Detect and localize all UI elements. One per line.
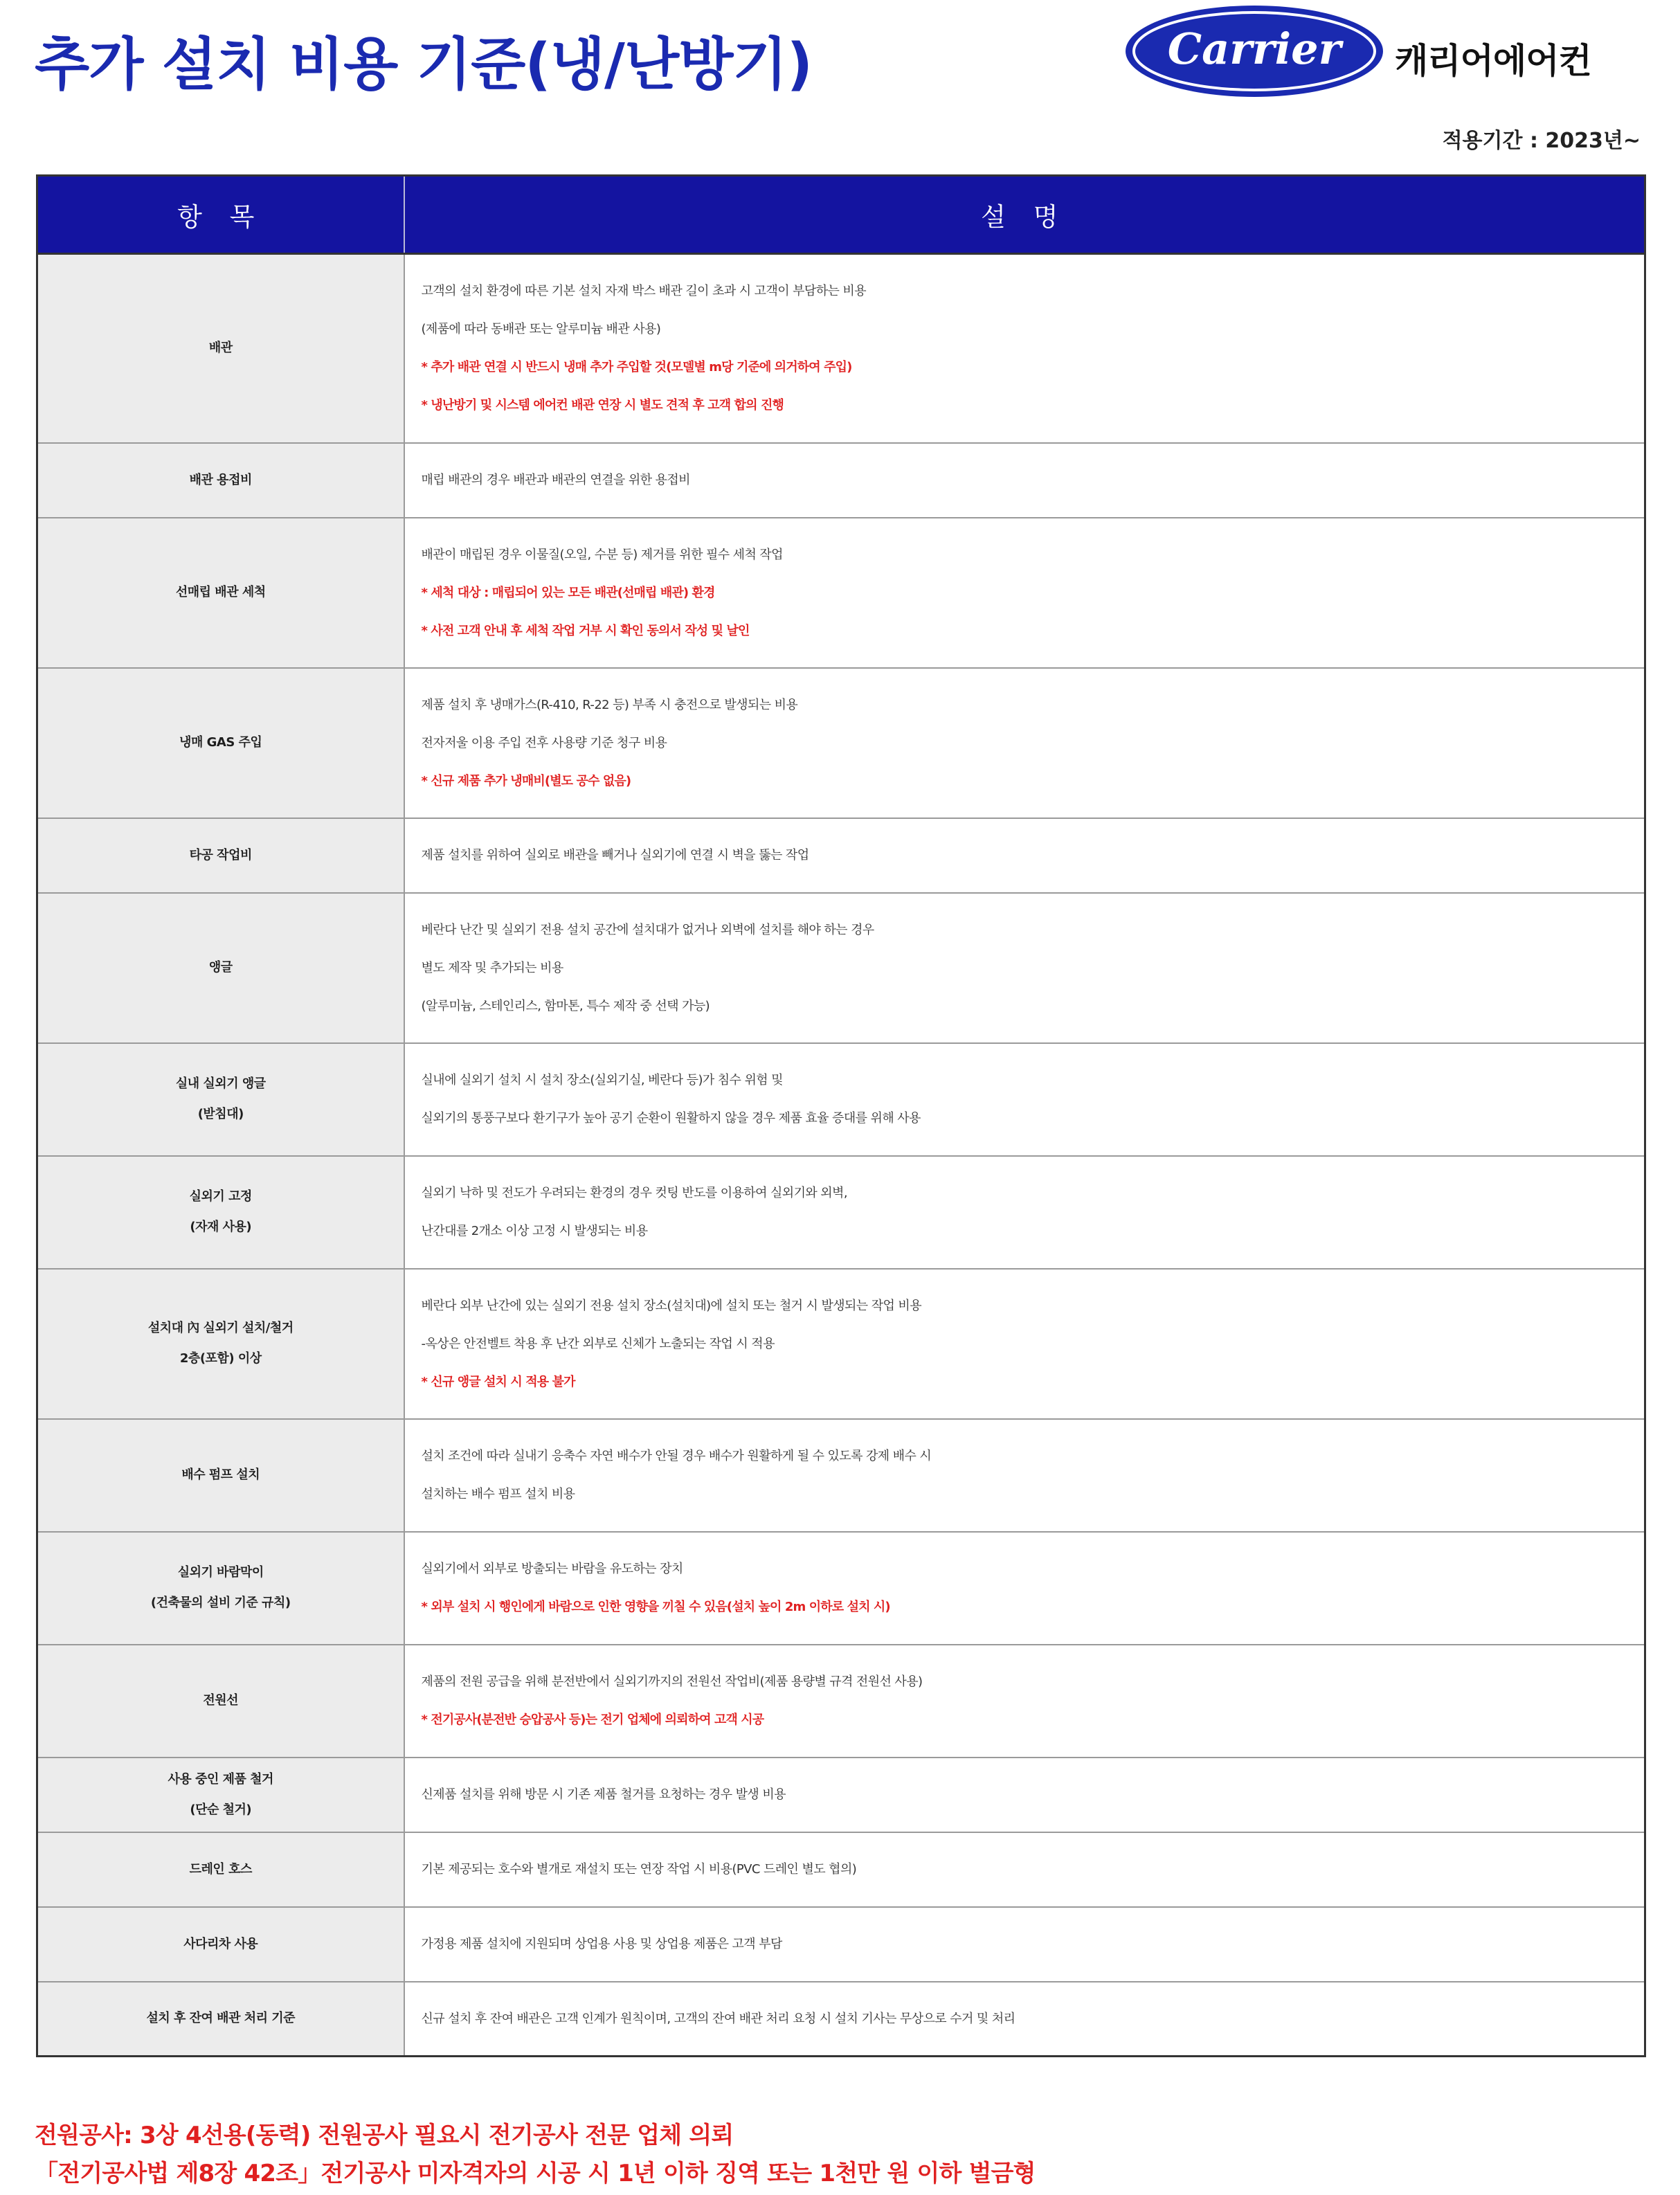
brand xyxy=(1123,3,1670,100)
brand-name-korean: 캐리어에어컨 xyxy=(1395,41,1591,81)
table-row xyxy=(37,443,1645,518)
item-label: 배관 xyxy=(208,341,233,356)
description-cell xyxy=(404,443,1645,518)
table-row xyxy=(37,1982,1645,2057)
description-line: 난간대를 2개소 이상 고정 시 발생되는 비용 xyxy=(421,1224,648,1238)
item-cell xyxy=(37,668,404,818)
item-label: 2층(포함) 이상 xyxy=(179,1351,262,1366)
description-cell xyxy=(404,1419,1645,1532)
item-label: 배수 펌프 설치 xyxy=(181,1467,260,1482)
footnotes xyxy=(35,2117,1036,2193)
description-cell xyxy=(404,668,1645,818)
item-cell xyxy=(37,1832,404,1907)
description-line: 고객의 설치 환경에 따른 기본 설치 자재 박스 배관 길이 초과 시 고객이 부담하는 비용 xyxy=(421,284,866,299)
item-label: (받침대) xyxy=(197,1107,244,1121)
description-cell xyxy=(404,1982,1645,2057)
item-cell xyxy=(37,893,404,1043)
description-line: 제품 설치 후 냉매가스(R-410, R-22 등) 부족 시 충전으로 발생되는 비용 xyxy=(421,697,798,712)
table-row xyxy=(37,1645,1645,1758)
item-label: 전원선 xyxy=(203,1693,239,1708)
table-body xyxy=(37,254,1645,2057)
table-row xyxy=(37,1758,1645,1832)
description-line: 설치 조건에 따라 실내기 응축수 자연 배수가 안될 경우 배수가 원활하게 될 수 있도록 강제 배수 시 xyxy=(421,1449,932,1463)
description-line: 실외기에서 외부로 방출되는 바람을 유도하는 장치 xyxy=(421,1562,683,1576)
description-line: (알루미늄, 스테인리스, 함마톤, 특수 제작 중 선택 가능) xyxy=(421,998,710,1013)
description-cell xyxy=(404,1645,1645,1758)
page-title: 추가 설치 비용 기준(냉/난방기) xyxy=(35,32,813,98)
item-cell xyxy=(37,1982,404,2057)
item-cell xyxy=(37,1043,404,1156)
item-cell xyxy=(37,1758,404,1832)
table-row xyxy=(37,1419,1645,1532)
item-cell xyxy=(37,1645,404,1758)
column-header-item: 항 목 xyxy=(37,176,404,254)
table-header-row xyxy=(37,176,1645,254)
item-label: 사용 중인 제품 철거 xyxy=(168,1771,273,1787)
description-line: 신규 설치 후 잔여 배관은 고객 인계가 원칙이며, 고객의 잔여 배관 처리 요청 시 설치 기사는 무상으로 수거 및 처리 xyxy=(421,2011,1015,2026)
description-note-line: * 신규 앵글 설치 시 적용 불가 xyxy=(421,1374,575,1389)
description-note-line: * 추가 배관 연결 시 반드시 냉매 추가 주입할 것(모델별 m당 기준에 의거하여 주입) xyxy=(421,360,852,375)
column-header-description: 설 명 xyxy=(404,176,1645,254)
table-row xyxy=(37,1832,1645,1907)
item-cell xyxy=(37,254,404,443)
description-note-line: * 외부 설치 시 행인에게 바람으로 인한 영향을 끼칠 수 있음(설치 높이 2m 이하로 설치 시) xyxy=(421,1600,890,1614)
footnote-line: 「전기공사법 제8장 42조」전기공사 미자격자의 시공 시 1년 이하 징역 또는 1천만 원 이하 벌금형 xyxy=(35,2160,1036,2187)
description-cell xyxy=(404,1156,1645,1269)
applicable-period: 적용기간 : 2023년~ xyxy=(1442,129,1641,153)
description-line: -옥상은 안전벨트 착용 후 난간 외부로 신체가 노출되는 작업 시 적용 xyxy=(421,1336,775,1351)
item-cell xyxy=(37,1907,404,1982)
description-cell xyxy=(404,518,1645,668)
description-cell xyxy=(404,1907,1645,1982)
item-label: (자재 사용) xyxy=(190,1220,252,1234)
description-line: 베란다 외부 난간에 있는 실외기 전용 설치 장소(설치대)에 설치 또는 철거 시 발생되는 작업 비용 xyxy=(421,1298,921,1313)
item-label: 선매립 배관 세척 xyxy=(175,585,266,599)
description-line: 신제품 설치를 위해 방문 시 기존 제품 철거를 요청하는 경우 발생 비용 xyxy=(421,1787,786,1802)
description-line: (제품에 따라 동배관 또는 알루미늄 배관 사용) xyxy=(421,322,661,337)
table-row xyxy=(37,1156,1645,1269)
description-note-line: * 냉난방기 및 시스템 에어컨 배관 연장 시 별도 견적 후 고객 합의 진행 xyxy=(421,398,784,413)
item-cell xyxy=(37,818,404,893)
item-cell xyxy=(37,1419,404,1532)
item-cell xyxy=(37,1156,404,1269)
item-label: 앵글 xyxy=(208,960,233,975)
description-cell xyxy=(404,893,1645,1043)
description-note-line: * 신규 제품 추가 냉매비(별도 공수 없음) xyxy=(421,773,631,788)
carrier-logo xyxy=(1123,3,1386,100)
item-label: 설치대 內 실외기 설치/철거 xyxy=(147,1321,293,1335)
table-row xyxy=(37,1043,1645,1156)
table-row xyxy=(37,1532,1645,1645)
item-label: 냉매 GAS 주입 xyxy=(179,735,262,750)
item-label: 실외기 바람막이 xyxy=(177,1565,264,1580)
description-note-line: * 세척 대상 : 매립되어 있는 모든 배관(선매립 배관) 환경 xyxy=(421,585,715,600)
description-cell xyxy=(404,1532,1645,1645)
description-cell xyxy=(404,1758,1645,1832)
description-note-line: * 전기공사(분전반 승압공사 등)는 전기 업체에 의뢰하여 고객 시공 xyxy=(421,1713,764,1727)
table-row xyxy=(37,893,1645,1043)
description-line: 매립 배관의 경우 배관과 배관의 연결을 위한 용접비 xyxy=(421,473,690,487)
table-row xyxy=(37,668,1645,818)
description-line: 배관이 매립된 경우 이물질(오일, 수분 등) 제거를 위한 필수 세척 작업 xyxy=(421,547,783,562)
item-label: 실외기 고정 xyxy=(189,1189,252,1204)
description-line: 전자저울 이용 주입 전후 사용량 기준 청구 비용 xyxy=(421,735,667,750)
description-line: 설치하는 배수 펌프 설치 비용 xyxy=(421,1487,575,1501)
item-label: 사다리차 사용 xyxy=(183,1936,258,1951)
description-line: 실외기의 통풍구보다 환기구가 높아 공기 순환이 원활하지 않을 경우 제품 효율 증대를 위해 사용 xyxy=(421,1111,921,1126)
description-note-line: * 사전 고객 안내 후 세척 작업 거부 시 확인 동의서 작성 및 날인 xyxy=(421,623,750,638)
item-cell xyxy=(37,518,404,668)
description-cell xyxy=(404,1269,1645,1419)
description-cell xyxy=(404,1043,1645,1156)
footnote-line: 전원공사: 3상 4선용(동력) 전원공사 필요시 전기공사 전문 업체 의뢰 xyxy=(35,2122,734,2149)
description-line: 별도 제작 및 추가되는 비용 xyxy=(421,960,563,975)
description-line: 기본 제공되는 호수와 별개로 재설치 또는 연장 작업 시 비용(PVC 드레인 별도 협의) xyxy=(421,1862,857,1877)
description-cell xyxy=(404,254,1645,443)
item-label: 실내 실외기 앵글 xyxy=(175,1076,266,1091)
item-label: 배관 용접비 xyxy=(189,472,252,487)
description-line: 실내에 실외기 설치 시 설치 장소(실외기실, 베란다 등)가 침수 위험 및 xyxy=(421,1073,783,1087)
item-cell xyxy=(37,443,404,518)
description-line: 제품 설치를 위하여 실외로 배관을 빼거나 실외기에 연결 시 벽을 뚫는 작업 xyxy=(421,848,809,862)
item-label: 설치 후 잔여 배관 처리 기준 xyxy=(146,2011,296,2026)
item-label: 드레인 호스 xyxy=(189,1861,252,1877)
item-label: 타공 작업비 xyxy=(189,847,252,862)
item-label: (건축물의 설비 기준 규칙) xyxy=(150,1596,291,1610)
description-line: 제품의 전원 공급을 위해 분전반에서 실외기까지의 전원선 작업비(제품 용량별 규격 전원선 사용) xyxy=(421,1674,923,1689)
description-cell xyxy=(404,818,1645,893)
description-cell xyxy=(404,1832,1645,1907)
table-row xyxy=(37,518,1645,668)
description-line: 가정용 제품 설치에 지원되며 상업용 사용 및 상업용 제품은 고객 부담 xyxy=(421,1937,782,1951)
logo-text: Carrier xyxy=(1167,24,1342,74)
description-line: 실외기 낙하 및 전도가 우려되는 환경의 경우 컷팅 반도를 이용하여 실외기와 외벽, xyxy=(421,1186,847,1200)
item-label: (단순 철거) xyxy=(190,1802,252,1817)
table-row xyxy=(37,1907,1645,1982)
item-cell xyxy=(37,1269,404,1419)
description-line: 베란다 난간 및 실외기 전용 설치 공간에 설치대가 없거나 외벽에 설치를 해야 하는 경우 xyxy=(421,922,874,937)
item-cell xyxy=(37,1532,404,1645)
table-row xyxy=(37,818,1645,893)
table-row xyxy=(37,254,1645,443)
table-row xyxy=(37,1269,1645,1419)
cost-table xyxy=(36,174,1646,2057)
